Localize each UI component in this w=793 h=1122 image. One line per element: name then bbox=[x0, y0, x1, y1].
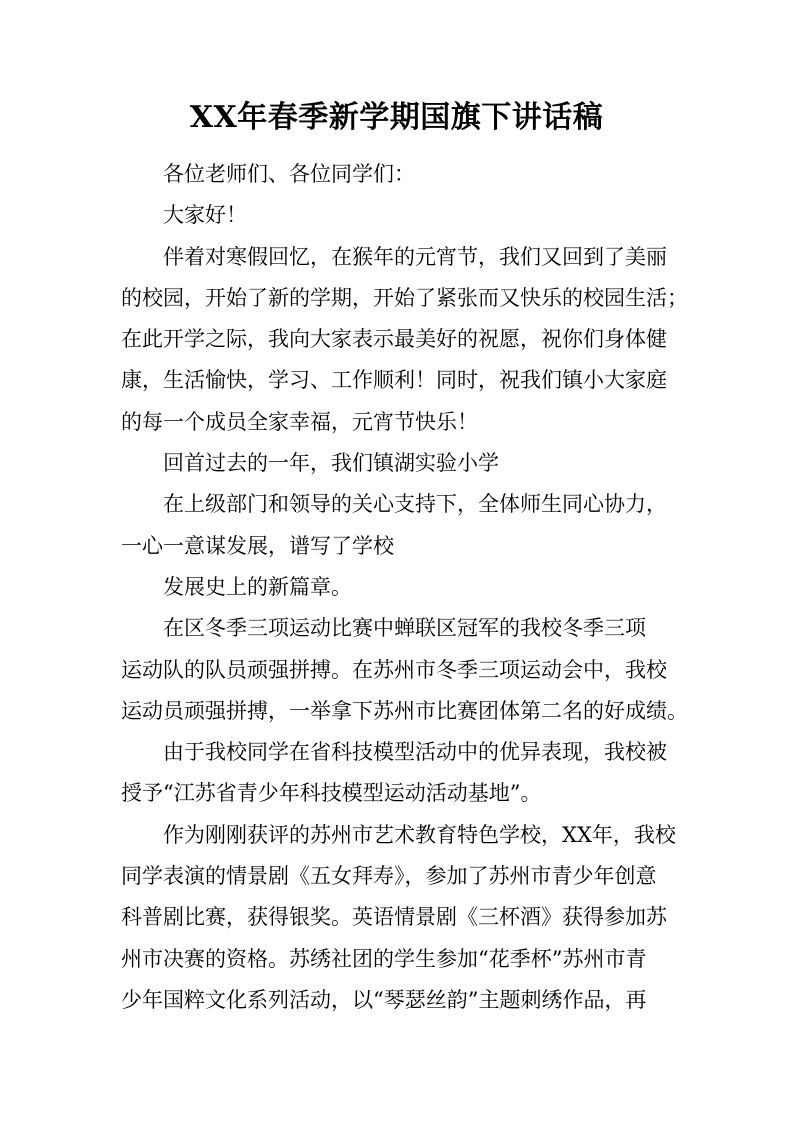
text-line: 由于我校同学在省科技模型活动中的优异表现，我校被 bbox=[163, 740, 667, 765]
document-title: XX年春季新学期国旗下讲话稿 bbox=[189, 100, 604, 135]
text-line: 运动队的队员顽强拼搏。在苏州市冬季三项运动会中，我校 bbox=[121, 657, 667, 682]
text-line: 回首过去的一年，我们镇湖实验小学 bbox=[163, 451, 499, 476]
text-line: 作为刚刚获评的苏州市艺术教育特色学校，XX年，我校 bbox=[163, 822, 676, 847]
paragraph bbox=[121, 732, 689, 815]
text-line: 大家好！ bbox=[163, 203, 247, 228]
text-line: 授予“江苏省青少年科技模型运动活动基地”。 bbox=[121, 781, 542, 806]
paragraph bbox=[121, 567, 689, 608]
text-line: 州市决赛的资格。苏绣社团的学生参加“花季杯”苏州市青 bbox=[121, 946, 647, 971]
paragraph bbox=[121, 608, 689, 732]
text-line: 在上级部门和领导的关心支持下，全体师生同心协力， bbox=[163, 492, 667, 517]
text-line: 运动员顽强拼搏，一举拿下苏州市比赛团体第二名的好成绩。 bbox=[121, 698, 688, 723]
paragraph bbox=[121, 237, 689, 443]
text-line: 少年国粹文化系列活动，以“琴瑟丝韵”主题刺绣作品，再 bbox=[121, 987, 647, 1012]
text-line: 的校园，开始了新的学期，开始了紧张而又快乐的校园生活； bbox=[121, 285, 688, 310]
paragraph bbox=[121, 195, 689, 236]
text-line: 在区冬季三项运动比赛中蝉联区冠军的我校冬季三项 bbox=[163, 616, 646, 641]
text-line: 的每一个成员全家幸福，元宵节快乐！ bbox=[121, 409, 478, 434]
paragraph bbox=[121, 154, 689, 195]
text-line: 科普剧比赛，获得银奖。英语情景剧《三杯酒》获得参加苏 bbox=[121, 905, 667, 930]
text-line: 伴着对寒假回忆，在猴年的元宵节，我们又回到了美丽 bbox=[163, 244, 667, 269]
text-line: 康，生活愉快，学习、工作顺利！同时，祝我们镇小大家庭 bbox=[121, 368, 667, 393]
text-line: 同学表演的情景剧《五女拜寿》，参加了苏州市青少年创意 bbox=[121, 864, 657, 889]
text-line: 在此开学之际，我向大家表示最美好的祝愿，祝你们身体健 bbox=[121, 327, 667, 352]
paragraph bbox=[121, 484, 689, 567]
paragraph bbox=[121, 443, 689, 484]
document-body bbox=[121, 154, 689, 1021]
text-line: 各位老师们、各位同学们： bbox=[163, 162, 415, 186]
text-line: 发展史上的新篇章。 bbox=[163, 574, 352, 599]
text-line: 一心一意谋发展，谱写了学校 bbox=[121, 533, 394, 558]
paragraph bbox=[121, 815, 689, 1021]
